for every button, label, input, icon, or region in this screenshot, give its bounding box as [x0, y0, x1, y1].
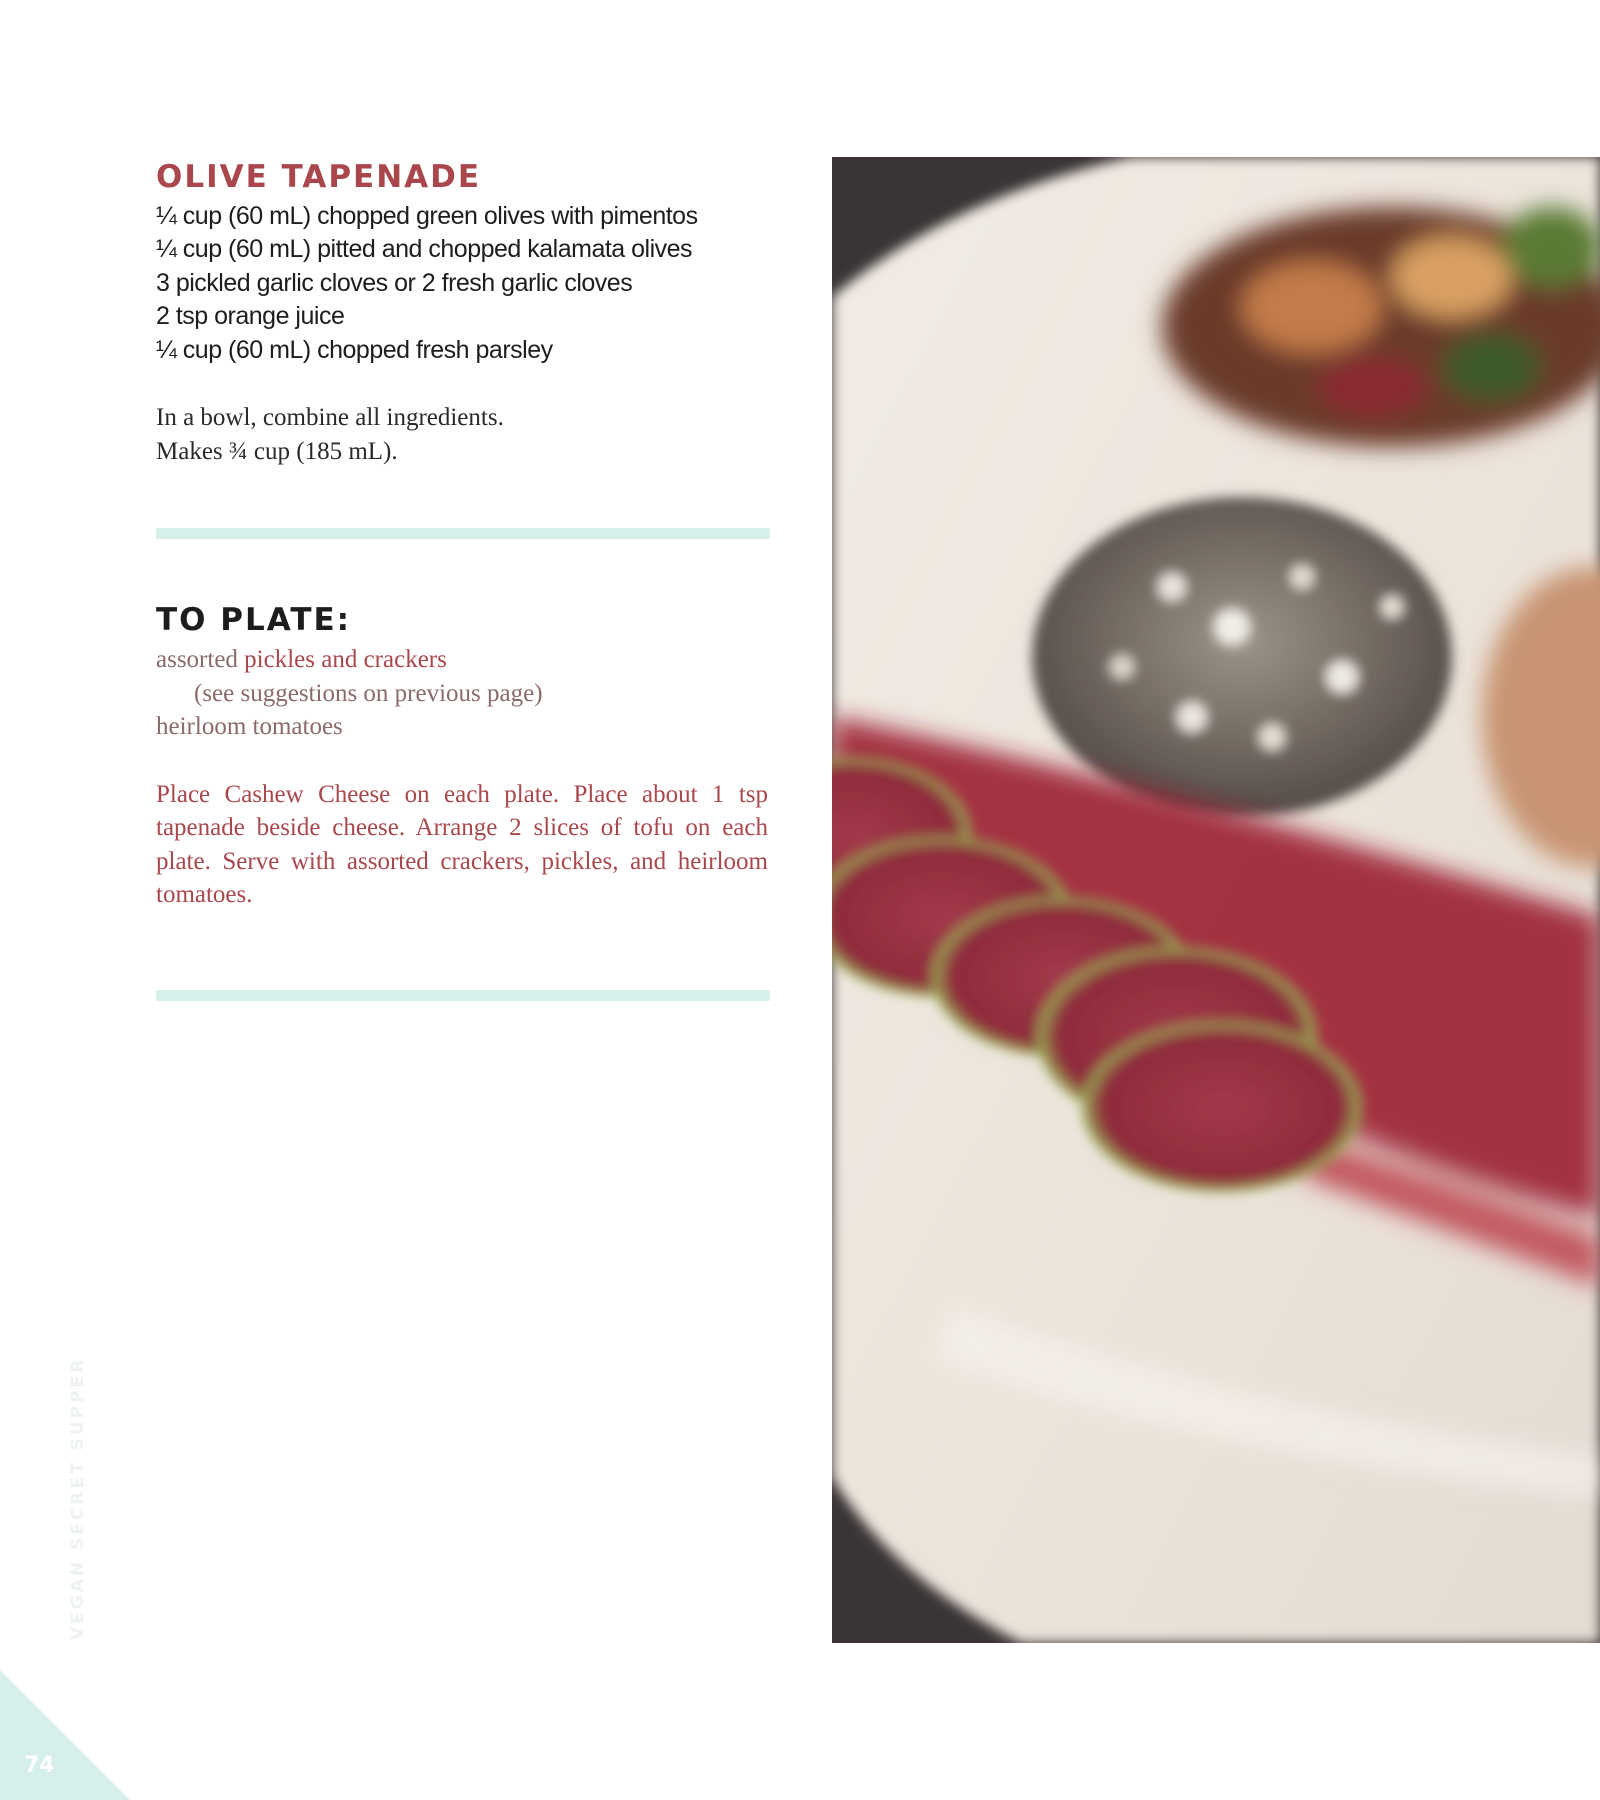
plate-title: TO PLATE: — [156, 602, 352, 639]
plate-item-text: assorted — [156, 646, 245, 674]
ingredient-item: 3 pickled garlic cloves or 2 fresh garlic cloves — [156, 268, 633, 297]
plate-item — [156, 643, 768, 677]
ingredient-item: ¼ cup (60 mL) chopped fresh parsley — [156, 335, 553, 364]
section-divider — [156, 990, 770, 1001]
plate-item-list — [156, 643, 768, 744]
ingredient-item: 2 tsp orange juice — [156, 302, 345, 331]
method-line: In a bowl, combine all ingredients. — [156, 404, 504, 432]
plate-item-accent: pickles and crackers — [244, 646, 447, 674]
recipe-title: OLIVE TAPENADE — [156, 159, 482, 195]
ingredient-list — [156, 200, 768, 368]
food-photo-illustration — [832, 157, 1600, 1643]
plate-item — [156, 710, 768, 744]
recipe-column — [156, 160, 768, 1001]
method-line: Makes ¾ cup (185 mL). — [156, 437, 398, 465]
plate-instructions: Place Cashew Cheese on each plate. Place about 1 tsp tapenade beside cheese. Arrange 2 slices of tofu on each plate. Serve with assorted crackers, pickles, and heirloom tomatoes. — [156, 780, 768, 909]
page-number: 74 — [24, 1753, 55, 1778]
running-title: VEGAN SECRET SUPPER — [68, 1356, 88, 1640]
plate-item-text: (see suggestions on previous page) — [194, 679, 543, 707]
recipe-method — [156, 401, 768, 468]
section-divider — [156, 528, 770, 539]
ingredient-item: ¼ cup (60 mL) pitted and chopped kalamata olives — [156, 235, 693, 264]
page-corner — [0, 1670, 130, 1800]
plate-item-note — [156, 677, 768, 711]
ingredient-item: ¼ cup (60 mL) chopped green olives with pimentos — [156, 201, 698, 230]
food-photo — [832, 157, 1600, 1643]
plate-item-text: heirloom tomatoes — [156, 713, 343, 741]
